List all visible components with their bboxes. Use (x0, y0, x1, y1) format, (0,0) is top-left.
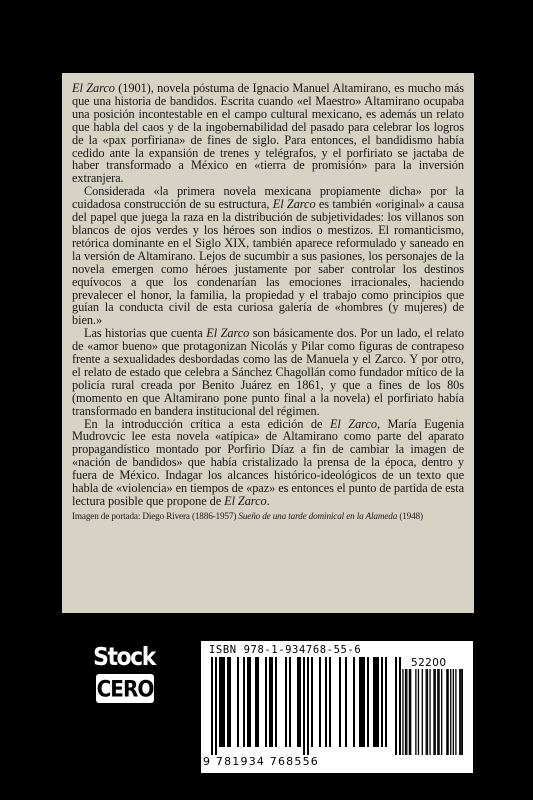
barcode-bar (289, 657, 291, 747)
barcode-bar (265, 657, 267, 747)
barcode-bar (329, 657, 331, 747)
barcode-bar (446, 669, 447, 755)
barcode-bar (359, 657, 361, 747)
barcode-bar (453, 669, 454, 755)
barcode-bar (307, 657, 309, 755)
barcode-bar (243, 657, 245, 747)
barcode-bar (377, 657, 379, 747)
barcode-bar (375, 657, 377, 747)
barcode-bar (285, 657, 287, 747)
barcode-bar (345, 657, 347, 747)
synopsis-text (72, 82, 464, 508)
synopsis-paragraph (72, 185, 464, 327)
barcode-bar (255, 657, 257, 747)
barcode-bar (219, 657, 221, 747)
text-run: Imagen de portada: Diego Rivera (1886-1957) (72, 510, 239, 521)
text-run: (1948) (397, 510, 423, 521)
isbn-number: ISBN 978-1-934768-55-6 (209, 644, 362, 656)
text-run: (1901), novela póstuma de Ignacio Manuel Altamirano, es mucho más que una historia de bandidos. Escrita cuando «el Maestro» Altamirano ocupaba una posición incontestable en el campo cultural mexicano, es además un relato que habla del caos y de la ingobernabilidad del pasado para celebrar los logros de la «pax porfiriana» de fines de siglo. Para entonces, el bandidismo había cedido ante la expansión de trenes y telégrafos, y el porfiriato se jactaba de haber transformado a México en «tierra de promisión» para la inversión extranjera. (72, 81, 464, 186)
barcode-bar (437, 669, 438, 755)
barcode-bar (373, 657, 375, 747)
barcode-bar (460, 669, 461, 755)
barcode-bar (363, 657, 365, 747)
text-run: es también «original» a causa del papel que juega la raza en la distribución de subjetividades: los villanos son blancos de ojos verdes y los héroes son indios o mestizos. El romanticismo, retórica dominante en el Siglo XIX, también aparece reformulado y saneado en la versión de Altamirano. Lejos de sucumbir a sus pasiones, los personajes de la novela emergen como héroes justamente por saber controlar los destinos equívocos a que los condenarían las emociones irracionales, haciendo prevalecer el honor, la familia, la propiedad y el trabajo como principios que guían la conducta civil de esta curiosa galería de «hombres (y mujeres) de bien.» (72, 197, 465, 328)
barcode-bar (427, 669, 428, 755)
text-run: Las historias que cuenta (84, 326, 207, 341)
barcode-bar (275, 657, 277, 747)
price-code: 52200 (411, 657, 447, 669)
text-run: En la introducción crítica a esta edición de (84, 416, 330, 431)
barcode-bar (223, 657, 225, 747)
barcode-bar (448, 669, 449, 755)
barcode-bar (299, 657, 301, 747)
ean-digits: 9 781934 768556 (203, 755, 319, 768)
barcode-bar (297, 657, 299, 747)
barcode-bar (311, 657, 313, 747)
barcode-bar (415, 669, 416, 755)
barcode-bar (426, 669, 427, 755)
barcode-bar (319, 657, 321, 747)
barcode-bar (339, 657, 341, 747)
barcode-bar (410, 669, 411, 755)
barcode-bar (303, 657, 305, 755)
barcode-bar (441, 669, 442, 755)
barcode-bar (247, 657, 249, 747)
barcode-bar (462, 669, 463, 755)
text-run: son básicamente dos. Por un lado, el relato de «amor bueno» que protagonizan Nicolás y Pilar como figuras de contrapeso frente a sexualidades desbordadas como las de Manuela y el Zarco. Y por otro, el relato de estado que celebra a Sánchez Chagollán como fundador mítico de la policía rural creada por Benito Juárez en 1861, y que a fines de los 80s (momento en que Altamirano pone punto final a la novela) el porfiriato había transformado en bandera institucional del régimen. (72, 326, 465, 418)
barcode-bar (269, 657, 271, 747)
italic-title-run: Sueño de una tarde dominical en la Alameda (238, 510, 398, 521)
logo-cero-word: CERO (96, 675, 154, 702)
cover-image-credit (72, 511, 464, 522)
barcode-bar (438, 669, 439, 755)
text-run: . (266, 494, 270, 508)
barcode-bar (385, 657, 387, 747)
barcode-bar (450, 669, 451, 755)
barcode-bar (367, 657, 369, 747)
text-run: Considerada «la primera novela mexicana propiamente dicha» por la cuidadosa construcción de su estructura, (72, 184, 464, 212)
barcode-bar (429, 669, 430, 755)
italic-title-run: El Zarco (72, 81, 115, 95)
barcode-bar (422, 669, 423, 755)
barcode-bar (325, 657, 327, 747)
barcode-bar (459, 669, 460, 755)
barcode-bar (409, 669, 410, 755)
barcode-bar (395, 657, 397, 755)
barcode-bar (237, 657, 239, 747)
barcode-bar (433, 669, 434, 755)
italic-title-run: El Zarco (224, 494, 267, 508)
barcode-bar (361, 657, 363, 747)
barcode-bar (435, 669, 436, 755)
synopsis-panel (62, 73, 474, 613)
barcode-bar (405, 669, 406, 755)
synopsis-paragraph (72, 82, 464, 185)
barcode-bar (353, 657, 355, 747)
italic-title-run: El Zarco (206, 326, 250, 341)
barcode-bar (271, 657, 273, 747)
logo-cero-badge (96, 674, 154, 703)
synopsis-paragraph (72, 418, 464, 508)
barcode-bar (227, 657, 229, 747)
addon-barcode-bars (401, 669, 463, 755)
stock-cero-logo (89, 643, 159, 711)
synopsis-paragraph (72, 327, 464, 417)
barcode-bar (249, 657, 251, 747)
barcode-bar (257, 657, 259, 747)
italic-title-run: El Zarco (272, 197, 316, 212)
ean-barcode-bars (211, 657, 401, 757)
barcode-bar (215, 657, 217, 755)
barcode-bar (406, 669, 407, 755)
barcode-bar (221, 657, 223, 747)
barcode-bar (418, 669, 419, 755)
text-run: , María Eugenia Mudrovcic lee esta novela «atípica» de Altamirano como parte del aparato propagandístico montado por Porfirio Díaz a fin de cambiar la imagen de «nación de bandidos» que había cristalizado la prensa de la época, dentro y fuera de México. Indagar los alcances histórico-ideológicos de un texto que habla de «violencia» en tiempos de «paz» es entonces el punto de partida de esta lectura posible que propone de (72, 416, 464, 508)
logo-stock-word: Stock (93, 643, 155, 672)
barcode-bar (229, 657, 231, 747)
barcode-bar (381, 657, 383, 747)
barcode-bar (402, 669, 403, 755)
barcode-bar (211, 657, 213, 755)
isbn-barcode (201, 641, 473, 773)
barcode-bar (455, 669, 456, 755)
italic-title-run: El Zarco (329, 416, 377, 431)
